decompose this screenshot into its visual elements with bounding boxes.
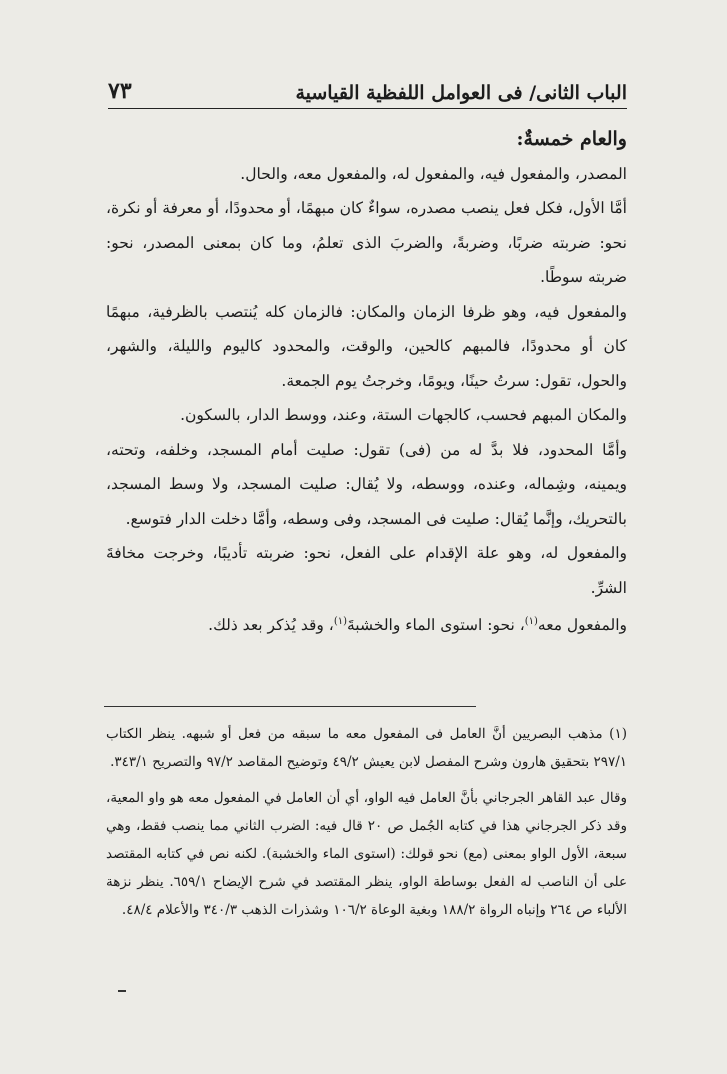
footnote-separator: [104, 706, 476, 707]
end-mark: [118, 990, 126, 992]
section-heading: والعام خمسةٌ:: [516, 128, 627, 150]
footnote-ref: (١): [524, 616, 538, 627]
chapter-title: الباب الثانى/ فى العوامل اللفظية القياسية: [295, 82, 627, 104]
paragraph-last: [106, 605, 627, 643]
footnote: (١) مذهب البصريين أنَّ العامل فى المفعول معه ما سبقه من فعل أو شبهه. ينظر الكتاب ٢٩٧/١ بتحقيق هارون وشرح المفصل لابن يعيش ٤٩/٢ وتوضيح المقاصد ٩٧/٢ والتصريح ٣٤٣/١.: [106, 726, 627, 770]
running-header: [108, 64, 627, 109]
footnote: وقال عبد القاهر الجرجاني بأنَّ العامل فيه الواو، أي أن العامل في المفعول معه هو واو المعية، وقد ذكر الجرجاني هذا في كتابه الجُمل ص ٢٠ قال فيه: الضرب الثاني مما ينصب فقط، وهي سبعة، الأول الواو بمعنى (مع) نحو قولك: (استوى الماء والخشبة). لكنه نص في كتابه المقتصد على أن الناصب له الفعل بوساطة الواو، ينظر المقتصد في شرح الإيضاح ٦٥٩/١. ينظر نزهة الألباء ص ٢٦٤ وإنباه الرواة ١٨٨/٢ وبغية الوعاة ١٠٦/٢ وشذرات الذهب ٣٤٠/٣ والأعلام ٤٨/٤.: [106, 790, 627, 918]
text-run: ، وقد يُذكر بعد ذلك.: [208, 616, 334, 635]
paragraph: المصدر، والمفعول فيه، والمفعول له، والمفعول معه، والحال.: [240, 164, 627, 183]
paragraph: والمكان المبهم فحسب، كالجهات الستة، وعند، ووسط الدار، بالسكون.: [180, 406, 627, 424]
paragraph: أمَّا الأول، فكل فعل ينصب مصدره، سواءٌ كان مبهمًا، أو محدودًا، أو معرفة أو نكرة، نحو: ضربته ضربًا، وضربةً، والضربَ الذى تعلمُ، وما كان بمعنى المصدر، نحو: ضربته سوطًا.: [106, 199, 627, 286]
paragraph: والمفعول فيه، وهو ظرفا الزمان والمكان: فالزمان كله يُنتصب بالظرفية، مبهمًا كان أو محدودًا، فالمبهم كالحين، والوقت، والمحدود كاليوم والليلة، والشهر، والحول، تقول: سرتُ حينًا، ويومًا، وخرجتُ يوم الجمعة.: [106, 302, 627, 390]
footnote-ref: (١): [333, 616, 347, 627]
paragraph: وأمَّا المحدود، فلا بدَّ له من (فى) تقول: صليت أمام المسجد، وخلفه، وتحته، ويمينه، وشِماله، وعنده، ووسطه، ولا يُقال: صليت المسجد، ولا وسط المسجد، بالتحريك، وإنَّما يُقال: صليت فى المسجد، وفى وسطه، وأمَّا دخلت الدار فتوسع.: [106, 440, 627, 528]
text-run: والمفعول معه: [537, 616, 627, 635]
text-run: ، نحو: استوى الماء والخشبةَ: [347, 616, 525, 635]
main-text: [106, 122, 627, 643]
page-number: ٧٣: [108, 78, 132, 104]
paragraph: والمفعول له، وهو علة الإقدام على الفعل، نحو: ضربته تأديبًا، وخرجت مخافةَ الشرِّ.: [106, 544, 627, 597]
footnotes: [106, 720, 627, 932]
